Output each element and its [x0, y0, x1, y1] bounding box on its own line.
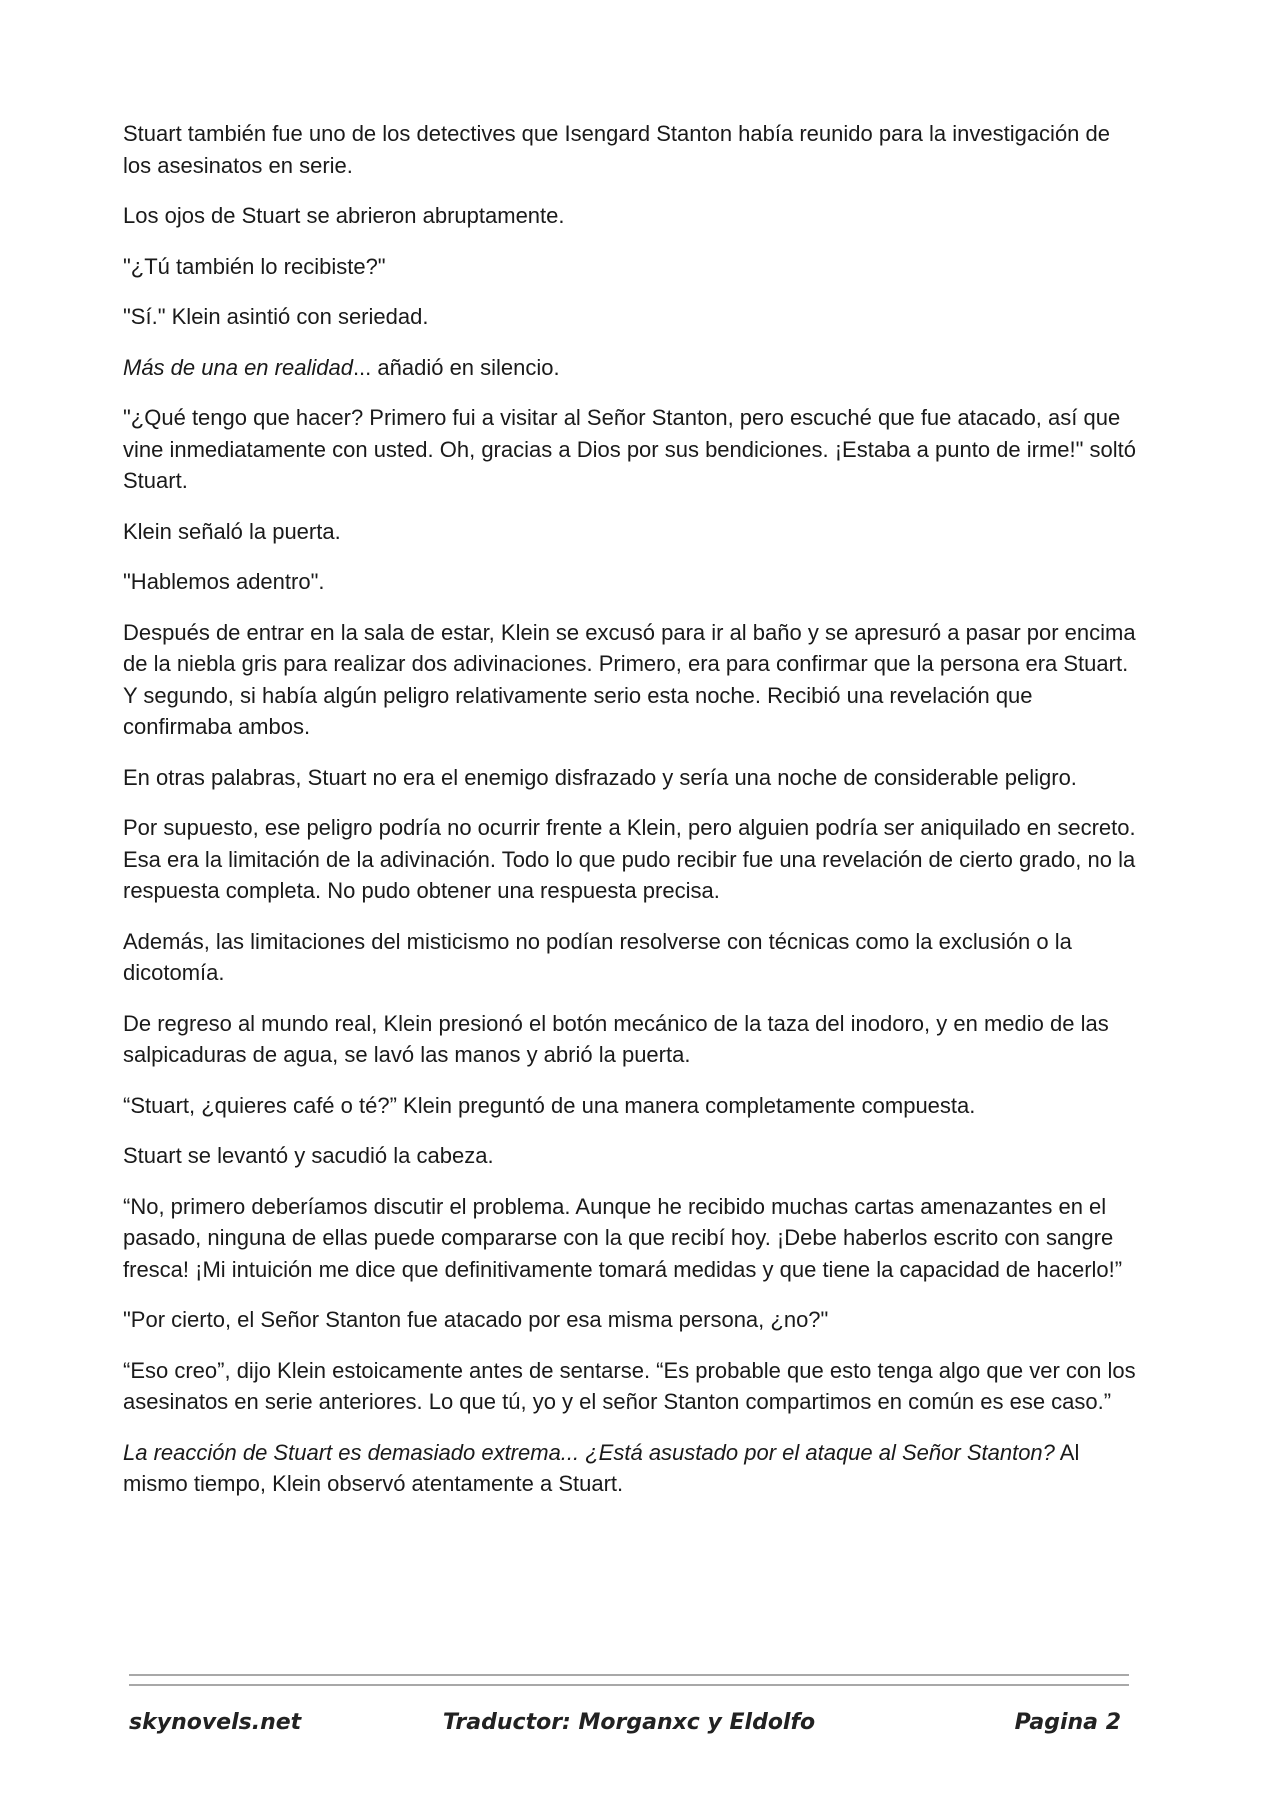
paragraph: [123, 352, 1143, 384]
paragraph-text: Después de entrar en la sala de estar, Klein se excusó para ir al baño y se apresuró a pasar por encima de la niebla gris para realizar dos adivinaciones. Primero, era para confirmar que la persona era Stuart. Y segundo, si había algún peligro relativamente serio esta noche. Recibió una revelación que confirmaba ambos.: [123, 619, 1136, 739]
paragraph-text: Además, las limitaciones del misticismo no podían resolverse con técnicas como la exclusión o la dicotomía.: [123, 928, 1072, 985]
paragraph-text: “No, primero deberíamos discutir el problema. Aunque he recibido muchas cartas amenazantes en el pasado, ninguna de ellas puede compararse con la que recibí hoy. ¡Debe haberlos escrito con sangre fresca! ¡Mi intuición me dice que definitivamente tomará medidas y que tiene la capacidad de hacerlo!”: [123, 1193, 1123, 1282]
paragraph: [123, 1304, 1143, 1336]
paragraph: [123, 617, 1143, 743]
paragraph: [123, 516, 1143, 548]
paragraph-text: Por supuesto, ese peligro podría no ocurrir frente a Klein, pero alguien podría ser aniquilado en secreto. Esa era la limitación de la adivinación. Todo lo que pudo recibir fue una revelación de cierto grado, no la respuesta completa. No pudo obtener una respuesta precisa.: [123, 815, 1136, 903]
paragraph-text: En otras palabras, Stuart no era el enemigo disfrazado y sería una noche de considerable peligro.: [123, 764, 1077, 790]
paragraph-text: Stuart también fue uno de los detectives que Isengard Stanton había reunido para la investigación de los asesinatos en serie.: [123, 121, 1111, 178]
paragraph-text: Klein señaló la puerta.: [123, 518, 341, 544]
footer-divider-top: [129, 1674, 1129, 1676]
paragraph: [123, 118, 1143, 181]
footer-divider-bottom: [129, 1684, 1129, 1686]
paragraph: [123, 1140, 1143, 1172]
paragraph-text: Stuart se levantó y sacudió la cabeza.: [123, 1143, 494, 1168]
paragraph-text: "Hablemos adentro".: [123, 569, 325, 594]
paragraph: [123, 1437, 1143, 1500]
italic-text: Más de una en realidad: [123, 354, 353, 380]
footer-page-number: Pagina 2: [1014, 1710, 1121, 1735]
paragraph: [123, 1355, 1143, 1418]
paragraph-text: "Por cierto, el Señor Stanton fue atacado por esa misma persona, ¿no?": [123, 1307, 829, 1332]
paragraph: [123, 566, 1143, 598]
paragraph: [123, 301, 1143, 333]
paragraph: [123, 200, 1143, 232]
paragraph: [123, 812, 1143, 907]
paragraph: [123, 1191, 1143, 1286]
paragraph-text: "¿Qué tengo que hacer? Primero fui a visitar al Señor Stanton, pero escuché que fue atacado, así que vine inmediatamente con usted. Oh, gracias a Dios por sus bendiciones. ¡Estaba a punto de irme!" soltó Stuart.: [123, 405, 1137, 493]
paragraph: [123, 926, 1143, 989]
paragraph-text: De regreso al mundo real, Klein presionó el botón mecánico de la taza del inodoro, y en medio de las salpicaduras de agua, se lavó las manos y abrió la puerta.: [123, 1010, 1109, 1067]
footer-translator: Traductor: Morganxc y Eldolfo: [442, 1710, 816, 1735]
page-footer: [129, 1710, 1129, 1750]
paragraph-text: "¿Tú también lo recibiste?": [123, 253, 386, 279]
italic-text: La reacción de Stuart es demasiado extrema... ¿Está asustado por el ataque al Señor Stanton?: [123, 1439, 1055, 1465]
paragraph: [123, 402, 1143, 497]
paragraph-text: "Sí." Klein asintió con seriedad.: [123, 304, 429, 329]
paragraph-text: “Eso creo”, dijo Klein estoicamente antes de sentarse. “Es probable que esto tenga algo que ver con los asesinatos en serie anteriores. Lo que tú, yo y el señor Stanton compartimos en común es ese caso.”: [123, 1357, 1136, 1414]
paragraph: [123, 1008, 1143, 1071]
paragraph-text: Al mismo tiempo, Klein observó atentamente a Stuart.: [123, 1439, 1080, 1496]
footer-site: skynovels.net: [129, 1710, 302, 1735]
paragraph: [123, 1090, 1143, 1122]
paragraph: [123, 251, 1143, 283]
paragraph-text: ... añadió en silencio.: [352, 354, 560, 380]
page-body: [123, 118, 1143, 1519]
paragraph: [123, 762, 1143, 794]
paragraph-text: Los ojos de Stuart se abrieron abruptamente.: [123, 203, 565, 228]
paragraph-text: “Stuart, ¿quieres café o té?” Klein preguntó de una manera completamente compuesta.: [123, 1092, 976, 1118]
